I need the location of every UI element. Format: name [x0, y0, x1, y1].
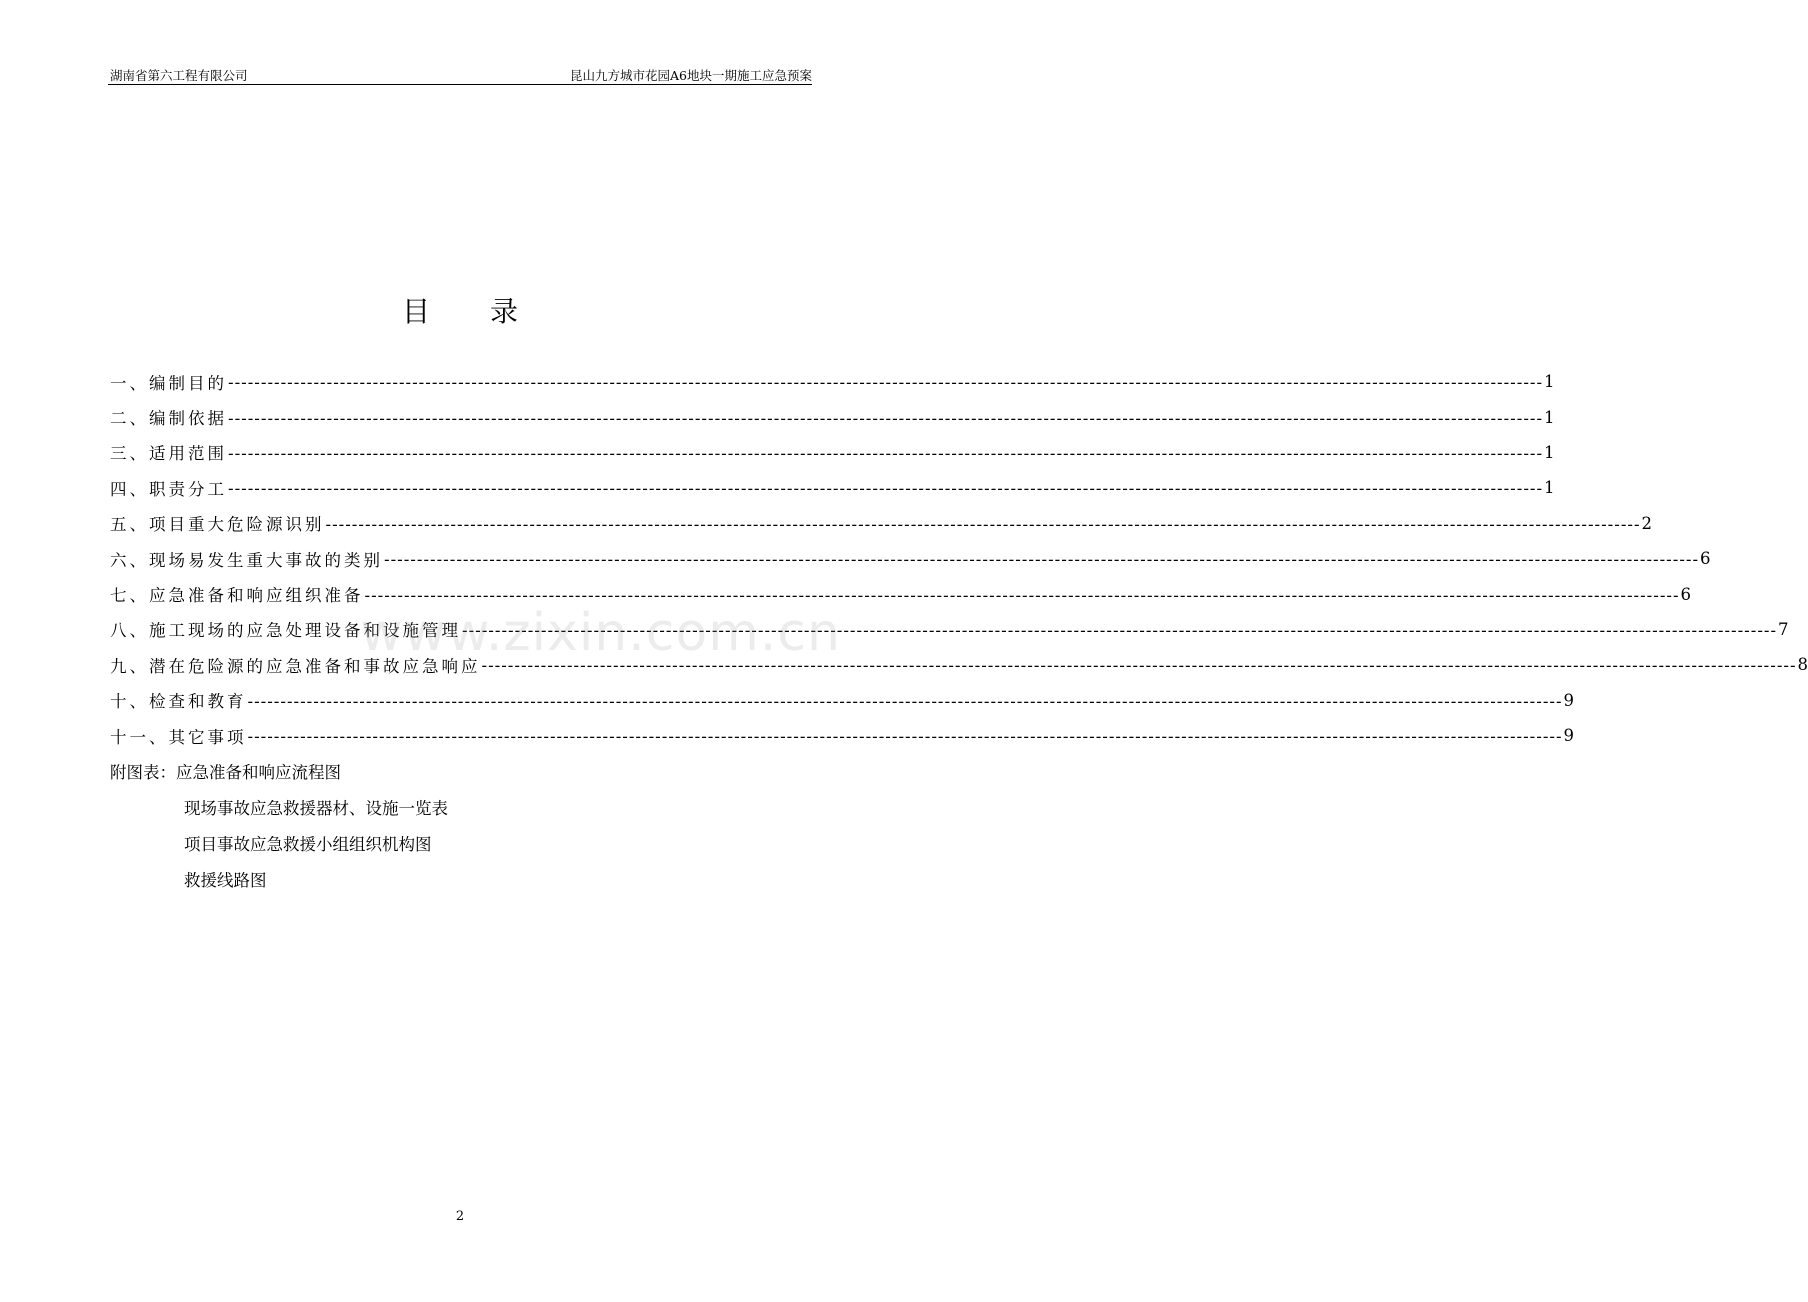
toc-leader: --------------------------------------------------------------------------------------------------------------------------------------------------------------------------------------------------------	[228, 479, 1544, 499]
toc-entry[interactable]	[110, 612, 1789, 647]
header-company: 湖南省第六工程有限公司	[110, 68, 248, 83]
toc-entry[interactable]	[110, 683, 1575, 718]
toc-leader: --------------------------------------------------------------------------------------------------------------------------------------------------------------------------------------------------------	[325, 514, 1641, 534]
toc-entry[interactable]	[110, 718, 1575, 753]
toc-entry-label: 八、施工现场的应急处理设备和设施管理	[110, 621, 461, 641]
appendix-first-row	[110, 760, 448, 796]
toc-entry[interactable]	[110, 647, 1808, 682]
toc-leader: --------------------------------------------------------------------------------------------------------------------------------------------------------------------------------------------------------	[247, 691, 1563, 711]
toc-entry-label: 五、项目重大危险源识别	[110, 515, 325, 535]
toc-leader: --------------------------------------------------------------------------------------------------------------------------------------------------------------------------------------------------------	[364, 585, 1680, 605]
toc-entry-page: 6	[1680, 584, 1692, 604]
table-of-contents	[110, 364, 1808, 753]
page-header	[108, 66, 812, 85]
toc-entry[interactable]	[110, 506, 1653, 541]
toc-leader: --------------------------------------------------------------------------------------------------------------------------------------------------------------------------------------------------------	[228, 373, 1544, 393]
toc-entry-label: 七、应急准备和响应组织准备	[110, 586, 364, 606]
appendix-prefix: 附图表：	[110, 763, 176, 782]
toc-entry-label: 三、适用范围	[110, 444, 227, 464]
toc-entry-label: 九、潜在危险源的应急准备和事故应急响应	[110, 656, 481, 676]
toc-entry[interactable]	[110, 399, 1555, 434]
toc-entry-label: 四、职责分工	[110, 479, 227, 499]
toc-entry-label: 十一、其它事项	[110, 727, 247, 747]
watermark: www.zixin.com.cn	[360, 603, 841, 663]
toc-entry-page: 9	[1563, 690, 1575, 710]
toc-leader: --------------------------------------------------------------------------------------------------------------------------------------------------------------------------------------------------------	[247, 727, 1563, 747]
appendix-item: 应急准备和响应流程图	[176, 763, 341, 782]
toc-leader: --------------------------------------------------------------------------------------------------------------------------------------------------------------------------------------------------------	[228, 408, 1544, 428]
toc-entry[interactable]	[110, 435, 1555, 470]
toc-title	[0, 290, 920, 330]
appendix-list	[110, 760, 448, 904]
toc-entry[interactable]	[110, 364, 1555, 399]
toc-entry-page: 1	[1544, 407, 1555, 427]
header-document-title: 昆山九方城市花园A6地块一期施工应急预案	[570, 68, 812, 83]
toc-title-char-1: 目	[401, 295, 430, 328]
toc-entry[interactable]	[110, 541, 1711, 576]
toc-entry-page: 6	[1700, 549, 1711, 569]
toc-entry-page: 9	[1563, 726, 1575, 746]
toc-leader: --------------------------------------------------------------------------------------------------------------------------------------------------------------------------------------------------------	[228, 443, 1544, 463]
toc-entry-page: 8	[1797, 655, 1808, 675]
appendix-item: 现场事故应急救援器材、设施一览表	[184, 799, 448, 818]
toc-leader: --------------------------------------------------------------------------------------------------------------------------------------------------------------------------------------------------------	[384, 550, 1700, 570]
toc-leader: --------------------------------------------------------------------------------------------------------------------------------------------------------------------------------------------------------	[481, 656, 1797, 676]
toc-entry-page: 2	[1641, 513, 1653, 533]
toc-entry[interactable]	[110, 470, 1555, 505]
toc-leader: --------------------------------------------------------------------------------------------------------------------------------------------------------------------------------------------------------	[462, 620, 1778, 640]
toc-entry-label: 十、检查和教育	[110, 692, 247, 712]
toc-entry[interactable]	[110, 576, 1692, 611]
appendix-item: 救援线路图	[184, 871, 267, 890]
toc-entry-page: 7	[1778, 619, 1789, 639]
toc-entry-page: 1	[1544, 372, 1555, 392]
appendix-item: 项目事故应急救援小组组织机构图	[184, 835, 432, 854]
toc-title-char-2: 录	[490, 295, 519, 328]
toc-entry-page: 1	[1544, 478, 1555, 498]
toc-entry-label: 二、编制依据	[110, 409, 227, 429]
page-number: 2	[455, 1209, 465, 1224]
toc-entry-label: 一、编制目的	[110, 373, 227, 393]
toc-entry-page: 1	[1544, 442, 1555, 462]
toc-entry-label: 六、现场易发生重大事故的类别	[110, 550, 383, 570]
